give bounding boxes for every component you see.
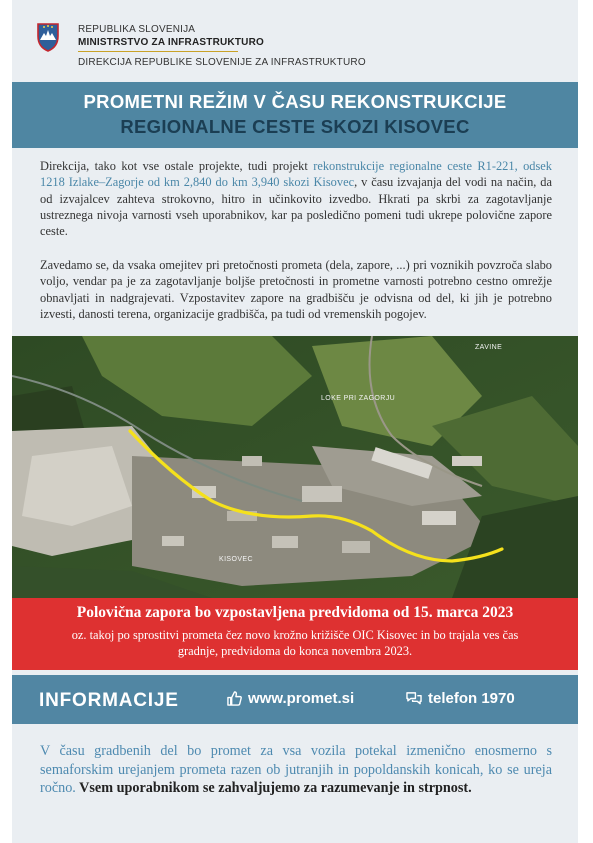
closure-headline: Polovična zapora bo vzpostavljena predvidoma od 15. marca 2023 <box>76 604 514 621</box>
org-republic: REPUBLIKA SLOVENIJA <box>78 24 196 35</box>
project-highlight: rekonstrukcije regionalne ceste R1-221, odsek 1218 Izlake–Zagorje od km 2,840 do km 3,940 skozi Kisovec <box>40 159 552 190</box>
thank-you-text: Vsem uporabnikom se zahvaljujemo za razumevanje in strpnost. <box>75 780 472 797</box>
aerial-photo <box>12 336 578 598</box>
second-paragraph: Zavedamo se, da vsaka omejitev pri pretočnosti prometa (dela, zapore, ...) pri voznikih povzroča slabo voljo, vendar pa je za zagotavljanje boljše pretočnosti in prometne varnosti potrebno cestno omrežje obnavljati in nadgrajevati. Vzpostavitev zapore na gradbišču je odvisna od del, ki jih je potrebno izvesti, danosti terena, organizacije gradbišča, pa tudi od vremenskih pogojev. <box>40 258 552 321</box>
thumbs-up-icon <box>227 691 242 706</box>
map-label-kisovec: KISOVEC <box>219 556 253 563</box>
intro-paragraph <box>40 158 552 239</box>
map-label-zavine: ZAVINE <box>475 344 503 351</box>
org-directorate: DIREKCIJA REPUBLIKE SLOVENIJE ZA INFRASTRUKTURO <box>78 57 366 68</box>
traffic-regime-text <box>40 742 552 798</box>
regime-description: V času gradbenih del bo promet za vsa vozila potekal izmenično enosmerno s semaforskim urejanjem prometa razen ob jutranjih in popoldanskih konicah, ko se ureja ročno. <box>40 743 552 797</box>
intro-text-start: Direkcija, tako kot vse ostale projekte, tudi projekt <box>40 159 314 173</box>
phone-info[interactable] <box>406 690 515 707</box>
info-title: INFORMACIJE <box>39 690 179 711</box>
slovenia-coat-of-arms-icon <box>36 22 60 52</box>
title-line-1: PROMETNI REŽIM V ČASU REKONSTRUKCIJE <box>83 91 507 112</box>
website-text: www.promet.si <box>248 690 355 707</box>
header-divider <box>78 51 238 52</box>
org-ministry: MINISTRSTVO ZA INFRASTRUKTURO <box>78 37 264 48</box>
notice-page <box>12 0 578 843</box>
intro-text-end: , v času izvajanja del vodi na način, da od izvajalcev zahteva strokovno, hitro in učinkovito izvedbo. Hkrati pa skrbi za zagotavljanje ustreznega nivoja varnosti vseh uporabnikov, kar pa posledično pomeni tudi ukrepe polovične zapore ceste. <box>40 175 553 239</box>
chat-bubbles-icon <box>406 691 422 706</box>
title-line-2: REGIONALNE CESTE SKOZI KISOVEC <box>120 116 470 137</box>
aerial-map <box>12 336 578 598</box>
ministry-header <box>12 0 578 80</box>
website-link[interactable] <box>227 690 354 707</box>
closure-detail: oz. takoj po sprostitvi prometa čez novo krožno križišče OIC Kisovec in bo trajala ves čas gradnje, predvidoma do konca novembra 2023. <box>71 628 519 658</box>
map-label-loke: LOKE PRI ZAGORJU <box>321 395 396 402</box>
phone-text: telefon 1970 <box>428 690 515 707</box>
